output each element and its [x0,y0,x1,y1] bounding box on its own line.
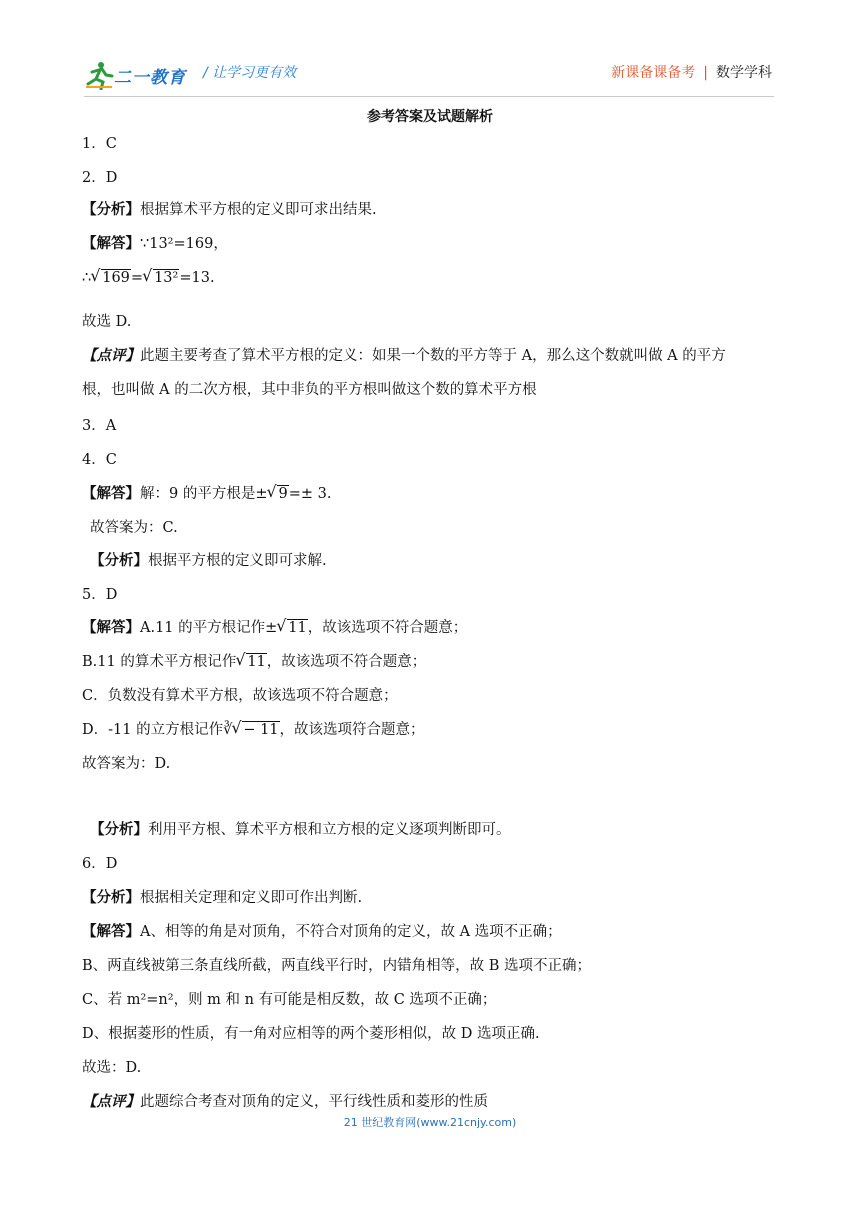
text-line [82,200,377,220]
section-tag: 【解答】 [82,485,140,502]
radicand: − 11 [243,722,279,738]
section-tag: 【解答】 [82,619,140,636]
text-line [82,888,362,908]
text-line [82,134,117,154]
line-text: B、两直线被第三条直线所截，两直线平行时，内错角相等，故 B 选项不正确； [82,958,592,974]
line-text: =± 3. [288,486,332,502]
section-tag: 【点评】 [82,1093,140,1110]
line-text: ，故该选项符合题意； [279,722,425,738]
text-line [82,484,331,504]
text-line [82,585,117,605]
line-text: 根据相关定理和定义即可作出判断. [140,890,363,906]
radicand: 169 [102,270,130,286]
header-divider [84,96,774,97]
line-text: D、根据菱形的性质，有一角对应相等的两个菱形相似，故 D 选项正确. [82,1026,540,1042]
section-tag: 【解答】 [82,923,140,940]
text-line [82,618,467,638]
line-text: ，故该选项不符合题意； [266,654,427,670]
text-line [90,551,327,571]
text-line [82,922,562,942]
line-text: A、相等的角是对顶角，不符合对顶角的定义，故 A 选项不正确； [140,924,562,940]
text-line [82,754,170,774]
subject-text: 数学学科 [716,65,772,81]
section-tag: 【解答】 [82,235,140,252]
line-text: =13. [179,270,215,286]
radical-sign [143,268,179,288]
subject-label [611,62,772,82]
text-line [82,268,215,288]
radical-sign [232,720,279,740]
text-line [82,1092,488,1112]
line-text: C、若 m²=n²，则 m 和 n 有可能是相反数，故 C 选项不正确； [82,992,497,1008]
line-text: 6．D [82,856,118,872]
line-text: = [130,270,144,286]
text-line [82,956,591,976]
line-text: 2．D [82,170,118,186]
line-text: 故答案为：D. [82,756,171,772]
line-text: 故选：D. [82,1060,142,1076]
radicand: 9 [278,486,288,502]
radical-sign [236,652,266,672]
line-text: 根据算术平方根的定义即可求出结果. [140,202,377,218]
line-text: 3．A [82,418,117,434]
page-header [0,52,860,96]
radicand: 11 [247,654,266,670]
line-text: 根据平方根的定义即可求解. [148,553,327,569]
text-line [82,346,726,366]
brand-text: 新课备课备考 [611,65,696,81]
radical-sign [277,618,307,638]
text-line [82,380,537,400]
line-text: 故答案为：C. [90,520,178,536]
text-line [82,652,426,672]
line-text: 故选 D. [82,314,132,330]
text-line [82,990,496,1010]
text-line [82,1058,141,1078]
line-text: ∵13²=169， [140,236,228,252]
line-text: 5．D [82,587,118,603]
text-line [82,720,425,740]
radicand: 11 [288,620,307,636]
logo-text: 二一教育 [114,68,186,88]
radical-sign [267,484,288,504]
line-text: 利用平方根、算术平方根和立方根的定义逐项判断即可。 [148,822,511,838]
line-text: 1．C [82,136,117,152]
page-title: 参考答案及试题解析 [367,109,493,125]
text-line [82,168,117,188]
separator: | [703,65,708,81]
section-tag: 【分析】 [90,821,148,838]
radicand: 13² [154,270,179,286]
section-tag: 【分析】 [82,889,140,906]
slogan: / 让学习更有效 [203,65,297,81]
line-text: A.11 的平方根记作± [140,620,278,636]
line-text: B.11 的算术平方根记作 [82,654,237,670]
text-line [82,1024,540,1044]
line-text: 此题综合考查对顶角的定义，平行线性质和菱形的性质 [140,1094,488,1110]
text-line [82,854,117,874]
line-text: 解：9 的平方根是± [140,486,268,502]
radical-sign [91,268,131,288]
line-text: C．负数没有算术平方根，故该选项不符合题意； [82,688,398,704]
text-line [82,234,228,254]
text-line [90,518,178,538]
line-text: 此题主要考查了算术平方根的定义：如果一个数的平方等于 A，那么这个数就叫做 A 的平方 [140,348,726,364]
text-line [90,820,511,840]
line-text: ，故该选项不符合题意； [307,620,468,636]
text-line [82,450,117,470]
line-text: 4．C [82,452,117,468]
text-line [82,416,116,436]
line-text: ∴ [82,270,92,286]
section-tag: 【分析】 [82,201,140,218]
line-text: D．-11 的立方根记作∛ [82,722,233,738]
section-tag: 【分析】 [90,552,148,569]
logo [84,60,194,90]
footer-source: 21 世纪教育网(www.21cnjy.com) [343,1116,517,1129]
runner-icon [84,60,114,90]
text-line [82,312,131,332]
section-tag: 【点评】 [82,347,140,364]
line-text: 根，也叫做 A 的二次方根，其中非负的平方根叫做这个数的算术平方根 [82,382,537,398]
text-line [82,686,398,706]
